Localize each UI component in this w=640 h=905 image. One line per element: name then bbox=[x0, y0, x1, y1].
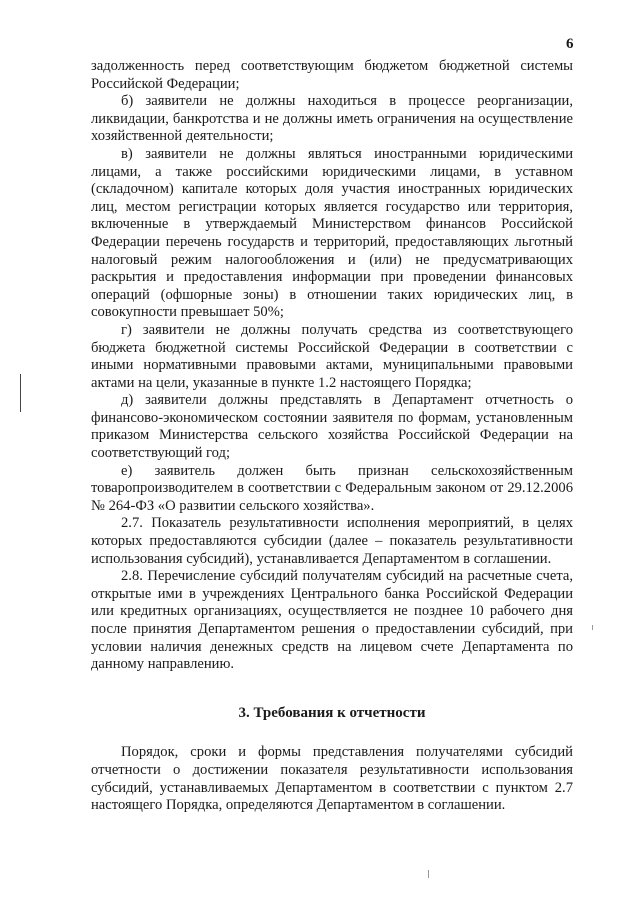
paragraph-item-g: г) заявители не должны получать средства из соответствующего бюджета бюджетной системы Российской Федерации в соответствии с иными нормативными правовыми актами, муниципальными правовыми актами на цели, указанные в пункте 1.2 настоящего Порядка; bbox=[91, 321, 573, 391]
paragraph-item-v: в) заявители не должны являться иностранными юридическими лицами, а также российскими юридическими лицами, в уставном (складочном) капитале которых доля участия иностранных юридических лиц, местом регистрации которых является государство или территория, включенные в утверждаемый Министерством финансов Российской Федерации перечень государств и территорий, предоставляющих льготный налоговый режим налогообложения и (или) не предусматривающих раскрытия и предоставления информации при проведении финансовых операций (офшорные зоны) в отношении таких юридических лиц, в совокупности превышает 50%; bbox=[91, 145, 573, 321]
paragraph-continuation: задолженность перед соответствующим бюджетом бюджетной системы Российской Федерации; bbox=[91, 58, 573, 92]
margin-mark bbox=[20, 374, 21, 412]
paragraph-item-e: е) заявитель должен быть признан сельскохозяйственным товаропроизводителем в соответствии с Федеральным законом от 29.12.2006 № 264-ФЗ «О развитии сельского хозяйства». bbox=[91, 462, 573, 514]
paragraph-item-d: д) заявители должны представлять в Департамент отчетность о финансово-экономическом состоянии заявителя по формам, установленным приказом Министерства сельского хозяйства Российской Федерации на соответствующий год; bbox=[91, 392, 573, 462]
scan-speck bbox=[428, 870, 429, 878]
paragraph-2-8: 2.8. Перечисление субсидий получателям субсидий на расчетные счета, открытые ими в учреждениях Центрального банка Российской Федерации или кредитных организациях, осуществляется не позднее 10 рабочего дня после принятия Департаментом решения о предоставлении субсидий, при условии наличия денежных средств на лицевом счете Департамента по данному направлению. bbox=[91, 568, 573, 673]
section-3-paragraph: Порядок, сроки и формы представления получателями субсидий отчетности о достижении показателя результативности использования субсидий, устанавливаемых Департаментом в соответствии с пунктом 2.7 настоящего Порядка, определяются Департаментом в соглашении. bbox=[91, 744, 573, 814]
page-number: 6 bbox=[566, 36, 574, 52]
paragraph-item-b: б) заявители не должны находиться в процессе реорганизации, ликвидации, банкротства и не должны иметь ограничения на осуществление хозяйственной деятельности; bbox=[91, 93, 573, 145]
scan-speck bbox=[592, 625, 593, 630]
paragraph-2-7: 2.7. Показатель результативности исполнения мероприятий, в целях которых предоставляются субсидии (далее – показатель результативности использования субсидий), устанавливается Департаментом в соглашении. bbox=[91, 515, 573, 567]
document-body bbox=[91, 58, 573, 815]
section-3-heading: 3. Требования к отчетности bbox=[238, 704, 426, 721]
